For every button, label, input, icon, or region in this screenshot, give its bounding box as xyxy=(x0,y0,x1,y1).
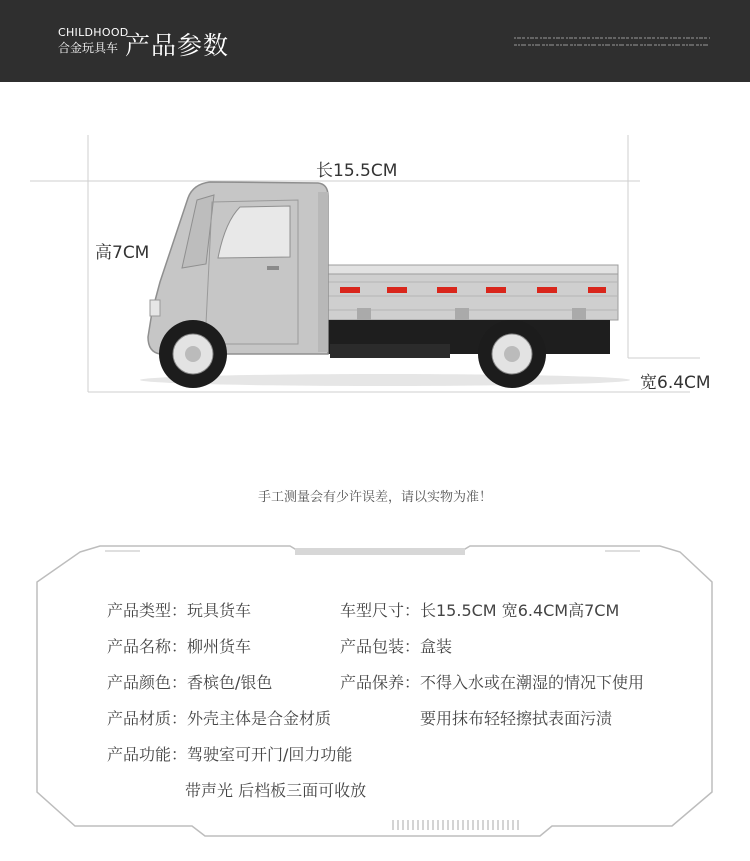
brand-chinese: 合金玩具车 xyxy=(58,41,119,55)
width-label: 宽6.4CM xyxy=(640,373,711,393)
spec-care: 产品保养：不得入水或在潮湿的情况下使用 xyxy=(340,673,645,692)
page-title: 产品参数 xyxy=(125,31,230,60)
length-label: 长15.5CM xyxy=(316,161,398,181)
spec-package: 产品包装：盒装 xyxy=(340,637,453,656)
front-wheel xyxy=(159,320,227,388)
spec-frame xyxy=(0,530,750,861)
rear-wheel xyxy=(478,320,546,388)
spec-size: 车型尺寸：长15.5CM 宽6.4CM高7CM xyxy=(340,601,620,620)
decorative-text-lines xyxy=(514,35,710,49)
spec-color: 产品颜色：香槟色/银色 xyxy=(107,673,273,692)
measurement-note: 手工测量会有少许误差，请以实物为准！ xyxy=(257,490,492,505)
spec-material: 产品材质：外壳主体是合金材质 xyxy=(107,709,332,728)
header-bar xyxy=(0,0,750,82)
spec-type: 产品类型：玩具货车 xyxy=(107,601,252,620)
spec-care-continued: 要用抹布轻轻擦拭表面污渍 xyxy=(420,709,613,728)
height-label: 高7CM xyxy=(95,243,150,263)
brand-english: CHILDHOOD xyxy=(58,26,129,39)
truck-cargo-bed xyxy=(305,265,618,320)
spec-name: 产品名称：柳州货车 xyxy=(107,637,252,656)
spec-function-continued: 带声光 后档板三面可收放 xyxy=(185,781,367,800)
spec-function: 产品功能：驾驶室可开门/回力功能 xyxy=(107,745,353,764)
